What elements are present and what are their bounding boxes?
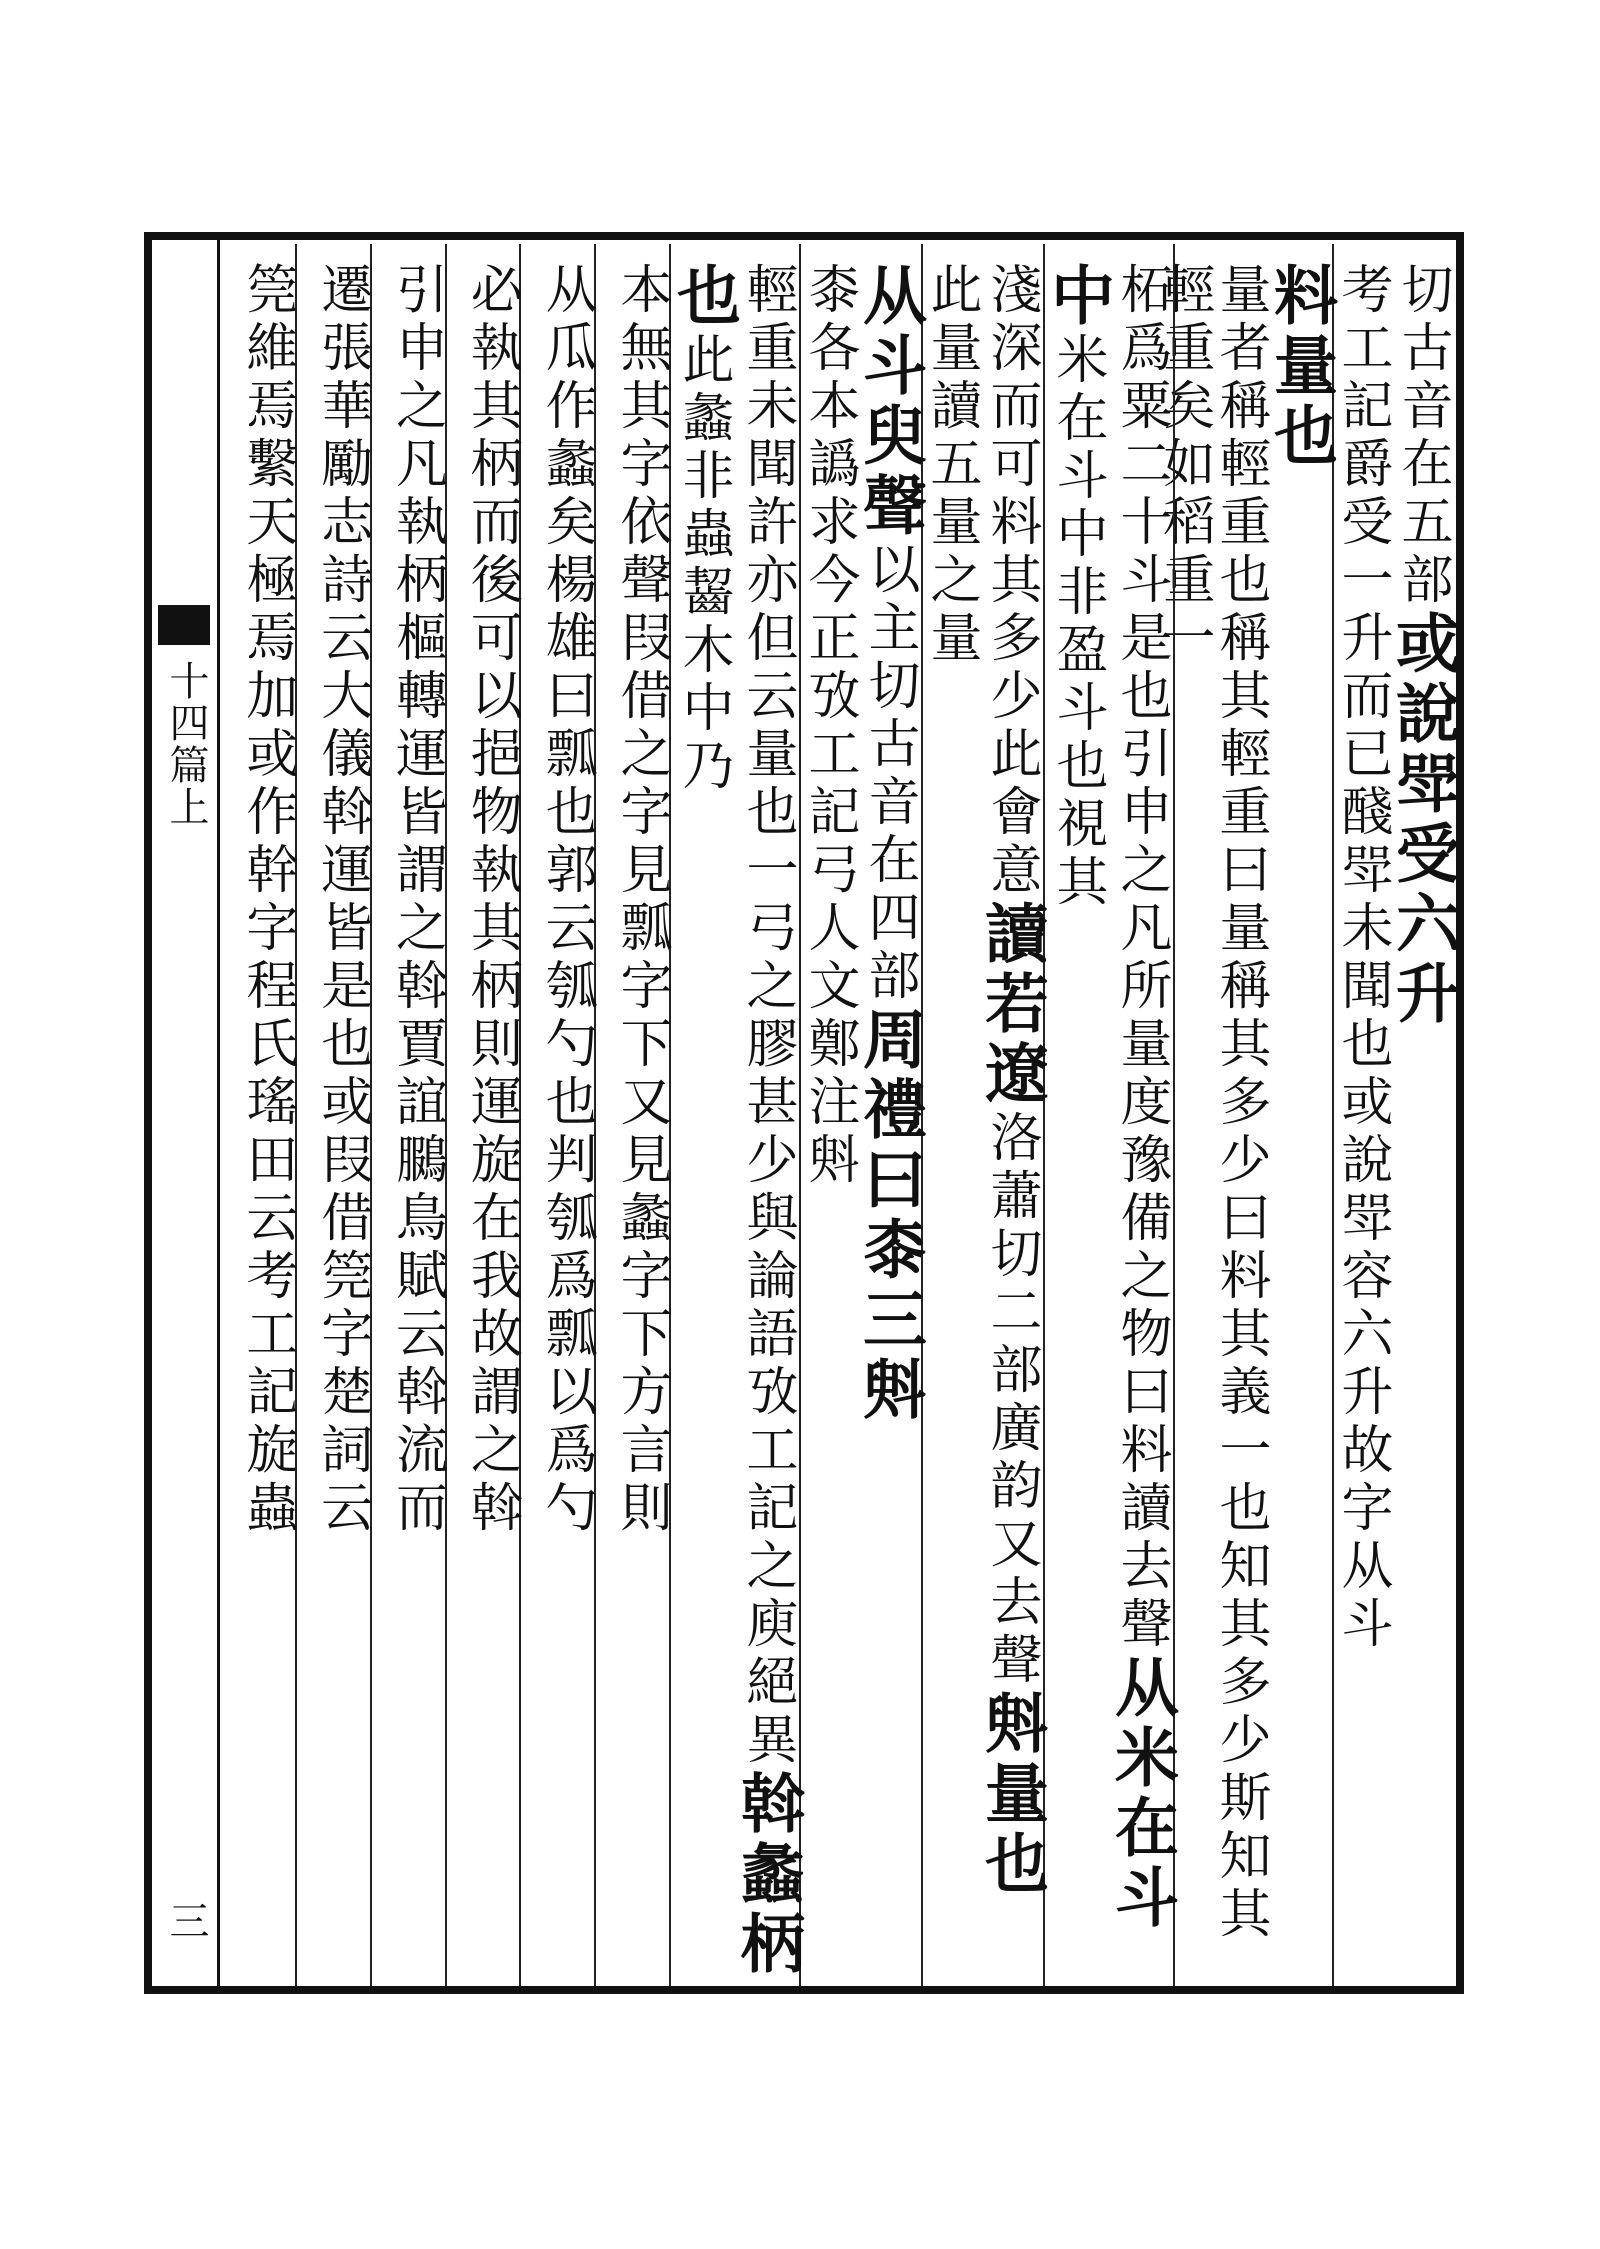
main-text-segment: 周禮曰桼三斞 (852, 1006, 927, 1426)
commentary-segment: 此量讀五量之量 (921, 262, 981, 668)
text-column (297, 244, 372, 1986)
commentary-segment: 引申之凡執柄樞轉運皆謂之斡賈誼鵩鳥賦云斡流而 (386, 262, 447, 1538)
commentary-segment: 以主切古音在四部 (859, 542, 919, 1006)
main-text-segment: 斞 (974, 1690, 1049, 1760)
commentary-segment: 筦維焉繫天極焉加或作幹字程氏瑤田云考工記旋蟲 (236, 262, 297, 1538)
text-column (921, 244, 1049, 1986)
page-margin-gutter (152, 240, 220, 1986)
commentary-segment: 切古音在五部 (1392, 262, 1452, 610)
commentary-segment: 遷張華勵志詩云大儀斡運皆是也或叚借筦字楚詞云 (311, 262, 372, 1538)
text-column (521, 244, 596, 1986)
chapter-title: 十四篇上 (163, 660, 209, 828)
commentary-segment: 輕重未聞許亦但云量也一弓之膠甚少與論語攷工記之庾絕異 (737, 262, 797, 1770)
page-number: 三 (163, 1900, 209, 1940)
main-text-segment: 从米在斗中 (1040, 262, 1179, 1934)
commentary-segment: 米在斗中非盈斗也視其 (1047, 332, 1107, 912)
text-column (799, 244, 927, 1986)
main-text-segment: 斡 (730, 1770, 805, 1840)
main-text-segment: 讀若遼 (974, 900, 1049, 1110)
text-column (447, 244, 522, 1986)
main-text-segment: 量也 (974, 1760, 1049, 1900)
text-column (596, 244, 671, 1986)
commentary-segment: 从瓜作蠡矣楊雄曰瓢也郭云瓠勺也判瓠爲瓢以爲勺 (536, 262, 597, 1538)
main-text-segment: 从斗臾聲 (852, 262, 927, 542)
text-column (1332, 244, 1460, 1986)
text-column (1154, 244, 1338, 1986)
text-column (1040, 244, 1179, 1986)
commentary-segment: 此蠡非蟲齧木中乃 (673, 332, 733, 796)
commentary-segment: 必執其柄而後可以挹物執其柄則運旋在我故謂之斡 (461, 262, 522, 1538)
main-text-segment: 量也 (1263, 332, 1338, 472)
main-text (222, 244, 1458, 1986)
main-text-segment: 蠡柄也 (666, 262, 805, 1980)
text-column (666, 244, 805, 1986)
commentary-segment: 洛蕭切二部廣韵又去聲 (981, 1110, 1041, 1690)
text-column (372, 244, 447, 1986)
commentary-segment: 量者稱輕重也稱其輕重曰量稱其多少曰料其義一也知其多少斯知其輕重矣如稻重一 (1154, 262, 1270, 1944)
commentary-segment: 柘爲粟二十斗是也引申之凡所量度豫備之物曰料讀去聲 (1111, 262, 1171, 1654)
commentary-segment: 考工記爵受一升而已醆斝未聞也或說斝容六升故字从斗 (1332, 262, 1392, 1654)
commentary-segment: 桼各本譌求今正攷工記弓人文鄭注斞 (799, 262, 859, 1190)
text-column (222, 244, 297, 1986)
commentary-segment: 本無其字依聲叚借之字見瓢字下又見蠡字下方言則 (611, 262, 671, 1538)
main-text-segment: 料 (1263, 262, 1338, 332)
main-text-segment: 或說斝受六升 (1385, 610, 1460, 1030)
commentary-segment: 淺深而可料其多少此會意 (981, 262, 1041, 900)
fishtail-mark (158, 605, 210, 645)
